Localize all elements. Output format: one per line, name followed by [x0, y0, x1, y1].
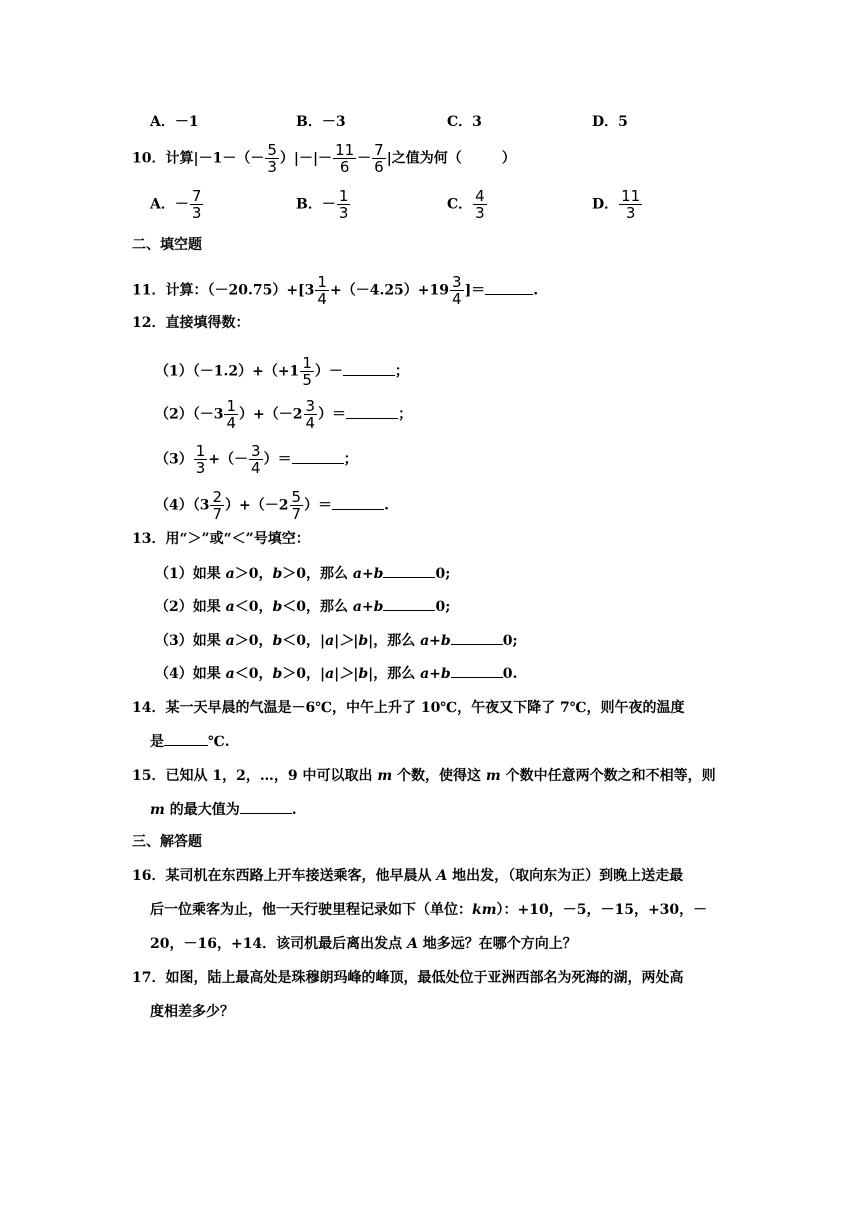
section-heading-solve: 三、解答题	[132, 834, 202, 850]
answer-blank	[240, 801, 292, 814]
q13-item-4: （4）如果 a＜0，b＞0，|a|＞|b|，那么 a+b 0.	[155, 666, 518, 682]
q9-option-b: B．－3	[296, 114, 346, 130]
question-16: 16．某司机在东西路上开车接送乘客，他早晨从 A 地出发，（取向东为正）到晚上送走最	[132, 868, 684, 884]
question-10: 10．计算|－1－（－ $\frac{5}{3}$ ）|－|－ $\frac{11}{6}$ － $\frac{7}{6}$ |之值为何（ ）	[132, 141, 516, 176]
answer-blank	[292, 451, 344, 464]
question-14-cont: 是 ℃.	[150, 734, 230, 750]
question-14: 14．某一天早晨的气温是－6℃，中午上升了 10℃，午夜又下降了 7℃，则午夜的温度	[132, 700, 685, 716]
fraction: $\frac{7}{6}$	[374, 141, 384, 176]
question-number: 10．	[132, 150, 166, 167]
answer-blank	[485, 282, 533, 295]
answer-blank	[451, 665, 503, 678]
q12-part-1: （1）（－1.2）+（+1 $\frac{1}{5}$ ）－ ；	[155, 354, 409, 389]
section-heading-fill-in: 二、填空题	[132, 237, 202, 253]
q9-option-c: C．3	[447, 114, 482, 130]
question-13: 13．用“＞”或“＜”号填空：	[132, 531, 310, 547]
q13-item-1: （1）如果 a＞0，b＞0，那么 a+b 0;	[155, 566, 451, 582]
q10-option-a: A．－ $\frac{7}{3}$	[150, 187, 202, 222]
answer-blank	[164, 733, 208, 746]
answer-blank	[343, 363, 395, 376]
q10-option-d: D． $\frac{11}{3}$	[592, 187, 641, 222]
answer-blank	[346, 406, 398, 419]
fraction: $\frac{11}{6}$	[335, 141, 355, 176]
question-17-cont: 度相差多少？	[150, 1004, 234, 1020]
q12-part-4: （4）（3 $\frac{2}{7}$ ）+（－2 $\frac{5}{7}$ ）＝ .	[155, 488, 389, 523]
q12-part-3: （3） $\frac{1}{3}$ +（－ $\frac{3}{4}$ ）＝ ；	[155, 442, 358, 477]
q10-option-c: C． $\frac{4}{3}$	[447, 187, 485, 222]
q9-option-d: D．5	[592, 114, 628, 130]
question-16-cont-2: 20，－16，+14．该司机最后离出发点 A 地多远？在哪个方向上？	[150, 936, 577, 952]
question-15: 15．已知从 1，2，…，9 中可以取出 m 个数，使得这 m 个数中任意两个数之和不相等，则	[132, 768, 716, 784]
q9-option-a: A．－1	[150, 114, 199, 130]
question-17: 17．如图，陆上最高处是珠穆朗玛峰的峰顶，最低处位于亚洲西部名为死海的湖，两处高	[132, 970, 684, 986]
q12-part-2: （2）（－3 $\frac{1}{4}$ ）+（－2 $\frac{3}{4}$ ）＝ ；	[155, 397, 413, 432]
answer-blank	[383, 598, 435, 611]
q10-option-b: B．－ $\frac{1}{3}$	[296, 187, 349, 222]
question-16-cont-1: 后一位乘客为止，他一天行驶里程记录如下（单位：km）：+10，－5，－15，+30，－	[150, 902, 708, 918]
question-12: 12．直接填得数：	[132, 315, 250, 331]
question-15-cont: m 的最大值为 .	[150, 802, 297, 818]
fraction: $\frac{5}{3}$	[267, 141, 277, 176]
q13-item-2: （2）如果 a＜0，b＜0，那么 a+b 0;	[155, 599, 451, 615]
q13-item-3: （3）如果 a＞0，b＜0，|a|＞|b|，那么 a+b 0;	[155, 633, 518, 649]
question-11: 11．计算：（－20.75）+[3 $\frac{1}{4}$ +（－4.25）+19 $\frac{3}{4}$ ]＝ .	[132, 273, 539, 308]
answer-blank	[451, 632, 503, 645]
answer-blank	[383, 565, 435, 578]
answer-blank	[332, 497, 384, 510]
